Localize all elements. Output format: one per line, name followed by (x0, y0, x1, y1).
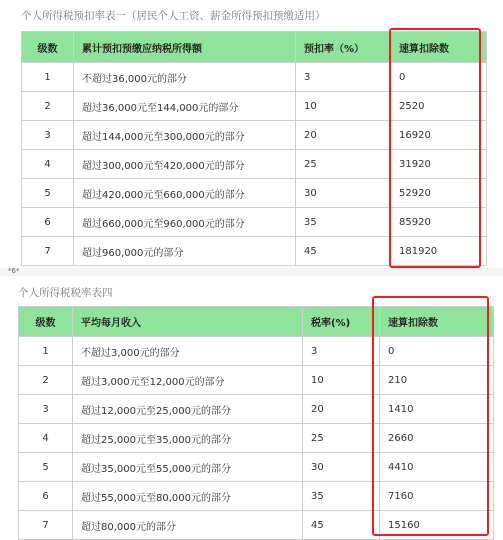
cell-deduction: 181920 (391, 237, 487, 266)
cell-level: 5 (19, 453, 73, 482)
cell-bracket: 超过960,000元的部分 (74, 237, 296, 266)
cell-bracket: 超过420,000元至660,000元的部分 (74, 179, 296, 208)
bottom-screenshot (0, 276, 503, 539)
cell-deduction: 4410 (380, 453, 494, 482)
cell-rate: 25 (303, 424, 380, 453)
header-quick-deduction: 速算扣除数 (391, 32, 487, 63)
cell-bracket: 超过55,000元至80,000元的部分 (73, 482, 303, 511)
table-row (19, 395, 494, 424)
seam-text: *6* (8, 267, 20, 275)
header-rate: 预扣率（%） (296, 32, 391, 63)
cell-level: 2 (19, 366, 73, 395)
cell-rate: 3 (296, 63, 391, 92)
cell-rate: 25 (296, 150, 391, 179)
header-quick-deduction: 速算扣除数 (380, 307, 494, 337)
cell-rate: 45 (296, 237, 391, 266)
cell-bracket: 不超过3,000元的部分 (73, 337, 303, 366)
cell-rate: 45 (303, 511, 380, 540)
cell-deduction: 85920 (391, 208, 487, 237)
cell-bracket: 超过3,000元至12,000元的部分 (73, 366, 303, 395)
cell-level: 3 (22, 121, 74, 150)
cell-bracket: 超过80,000元的部分 (73, 511, 303, 540)
cell-rate: 20 (303, 395, 380, 424)
cell-deduction: 2660 (380, 424, 494, 453)
cell-bracket: 超过12,000元至25,000元的部分 (73, 395, 303, 424)
cell-level: 7 (19, 511, 73, 540)
table-row (22, 121, 487, 150)
cell-bracket: 超过144,000元至300,000元的部分 (74, 121, 296, 150)
table2-caption: 个人所得税税率表四 (18, 287, 113, 299)
table-row (22, 237, 487, 266)
table1-caption: 个人所得税预扣率表一（居民个人工资、薪金所得预扣预缴适用） (21, 10, 326, 22)
cell-level: 7 (22, 237, 74, 266)
cell-deduction: 52920 (391, 179, 487, 208)
cell-rate: 30 (303, 453, 380, 482)
cell-level: 3 (19, 395, 73, 424)
cell-deduction: 0 (391, 63, 487, 92)
table-row (22, 63, 487, 92)
cell-level: 2 (22, 92, 74, 121)
header-level: 级数 (22, 32, 74, 63)
cell-rate: 30 (296, 179, 391, 208)
cell-deduction: 15160 (380, 511, 494, 540)
table-row (19, 511, 494, 540)
table-row (19, 453, 494, 482)
header-taxable-income: 累计预扣预缴应纳税所得额 (74, 32, 296, 63)
screenshot-seam (0, 268, 503, 276)
cell-deduction: 7160 (380, 482, 494, 511)
monthly-tax-rate-table (18, 306, 494, 540)
cell-rate: 35 (303, 482, 380, 511)
cell-bracket: 超过300,000元至420,000元的部分 (74, 150, 296, 179)
cell-bracket: 超过25,000元至35,000元的部分 (73, 424, 303, 453)
table-row (22, 179, 487, 208)
table-row (22, 92, 487, 121)
cell-level: 1 (22, 63, 74, 92)
cell-deduction: 0 (380, 337, 494, 366)
table-row (19, 424, 494, 453)
table-row (22, 208, 487, 237)
table-row (22, 150, 487, 179)
withholding-rate-table (21, 31, 487, 266)
cell-level: 1 (19, 337, 73, 366)
cell-rate: 3 (303, 337, 380, 366)
table-header-row (19, 307, 494, 337)
cell-rate: 20 (296, 121, 391, 150)
cell-bracket: 超过660,000元至960,000元的部分 (74, 208, 296, 237)
top-screenshot (0, 0, 503, 268)
cell-bracket: 不超过36,000元的部分 (74, 63, 296, 92)
table-row (19, 366, 494, 395)
cell-level: 5 (22, 179, 74, 208)
cell-level: 6 (19, 482, 73, 511)
header-rate: 税率(%) (303, 307, 380, 337)
cell-rate: 10 (303, 366, 380, 395)
table-row (19, 482, 494, 511)
header-monthly-income: 平均每月收入 (73, 307, 303, 337)
cell-deduction: 210 (380, 366, 494, 395)
cell-deduction: 31920 (391, 150, 487, 179)
table-row (19, 337, 494, 366)
header-level: 级数 (19, 307, 73, 337)
cell-deduction: 1410 (380, 395, 494, 424)
cell-deduction: 16920 (391, 121, 487, 150)
cell-level: 4 (19, 424, 73, 453)
cell-rate: 35 (296, 208, 391, 237)
cell-level: 4 (22, 150, 74, 179)
table-header-row (22, 32, 487, 63)
cell-level: 6 (22, 208, 74, 237)
cell-bracket: 超过35,000元至55,000元的部分 (73, 453, 303, 482)
cell-deduction: 2520 (391, 92, 487, 121)
cell-bracket: 超过36,000元至144,000元的部分 (74, 92, 296, 121)
cell-rate: 10 (296, 92, 391, 121)
